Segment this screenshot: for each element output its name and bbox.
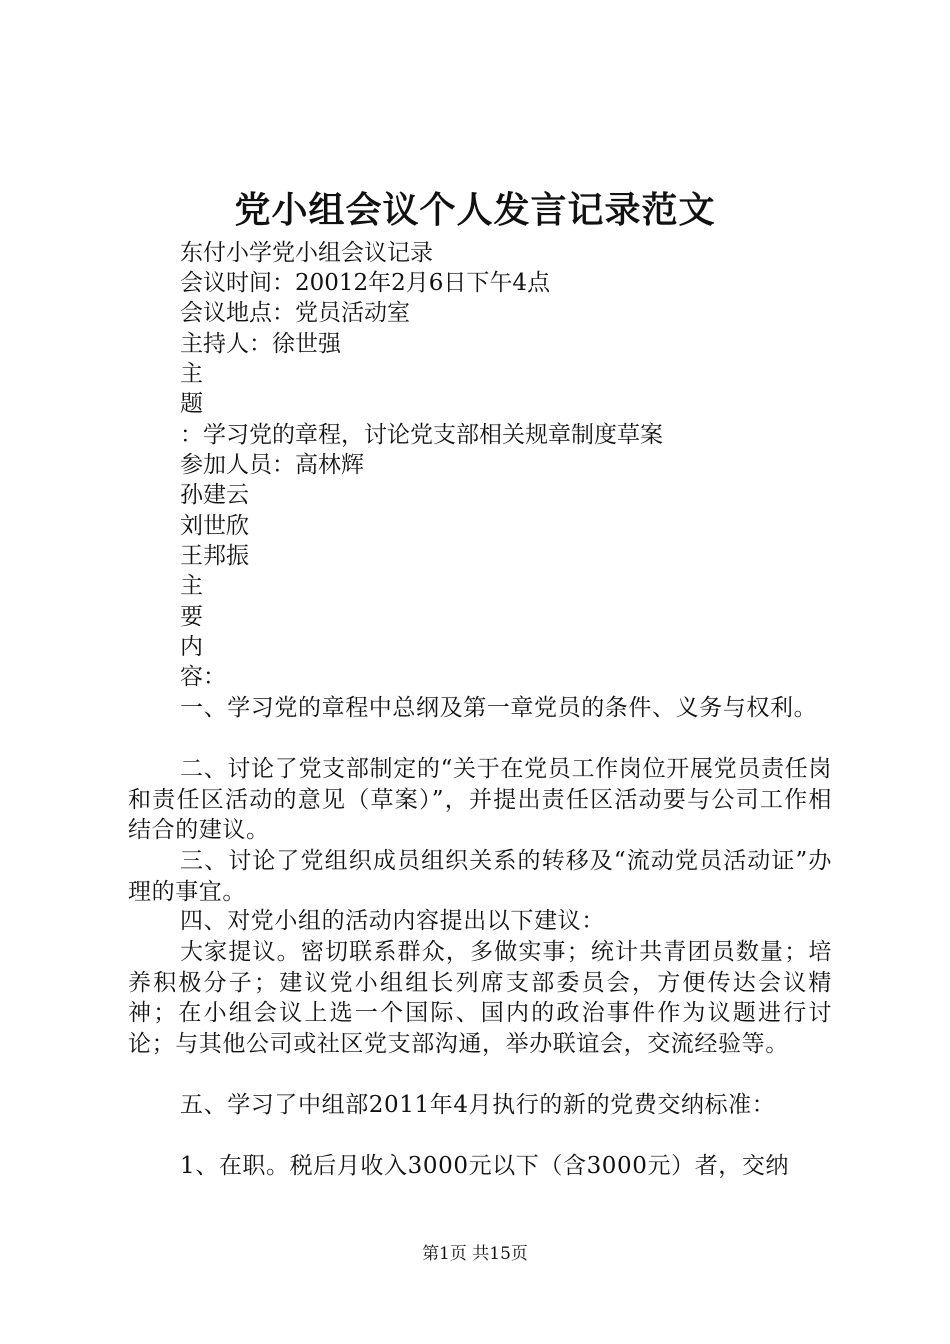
agenda-paragraph: 五、学习了中组部2011年4月执行的新的党费交纳标准： — [180, 1092, 776, 1118]
document-title: 党小组会议个人发言记录范文 — [234, 189, 716, 231]
content-label-char-3: 内 — [180, 634, 203, 660]
agenda-paragraph: 一、学习党的章程中总纲及第一章党员的条件、义务与权利。 — [180, 695, 818, 721]
page-number-footer: 第1页 共15页 — [422, 1244, 528, 1264]
attendee-name: 孙建云 — [180, 482, 249, 508]
agenda-paragraph: 四、对党小组的活动内容提出以下建议： — [180, 908, 605, 934]
topic-label-char-1: 主 — [180, 361, 203, 387]
attendee-name: 刘世欣 — [180, 513, 249, 539]
meeting-time: 会议时间：20012年2月6日下午4点 — [180, 270, 551, 296]
school-record-heading: 东付小学党小组会议记录 — [180, 240, 433, 266]
suggestions-paragraph: 大家提议。密切联系群众，多做实事；统计共青团员数量；培养积极分子；建议党小组组长列席支部委员会，方便传达会议精神；在小组会议上选一个国际、国内的政治事件作为议题进行讨论；与其他公司或社区党支部沟通，举办联谊会，交流经验等。 — [128, 939, 832, 1057]
meeting-topic: ：学习党的章程，讨论党支部相关规章制度草案 — [180, 422, 663, 448]
meeting-location: 会议地点：党员活动室 — [180, 300, 410, 326]
attendees-line: 参加人员：高林辉 — [180, 452, 364, 478]
topic-label-char-2: 题 — [180, 391, 203, 417]
agenda-paragraph: 二、讨论了党支部制定的“关于在党员工作岗位开展党员责任岗和责任区活动的意见（草案）”，并提出责任区活动要与公司工作相结合的建议。 — [128, 756, 832, 843]
content-label-char-4: 容： — [180, 664, 226, 690]
attendee-name: 王邦振 — [180, 543, 249, 569]
meeting-host: 主持人：徐世强 — [180, 331, 341, 357]
agenda-paragraph: 三、讨论了党组织成员组织关系的转移及“流动党员活动证”办理的事宜。 — [128, 848, 832, 905]
content-label-char-2: 要 — [180, 604, 203, 630]
content-label-char-1: 主 — [180, 573, 203, 599]
dues-item: 1、在职。税后月收入3000元以下（含3000元）者，交纳 — [180, 1153, 790, 1179]
